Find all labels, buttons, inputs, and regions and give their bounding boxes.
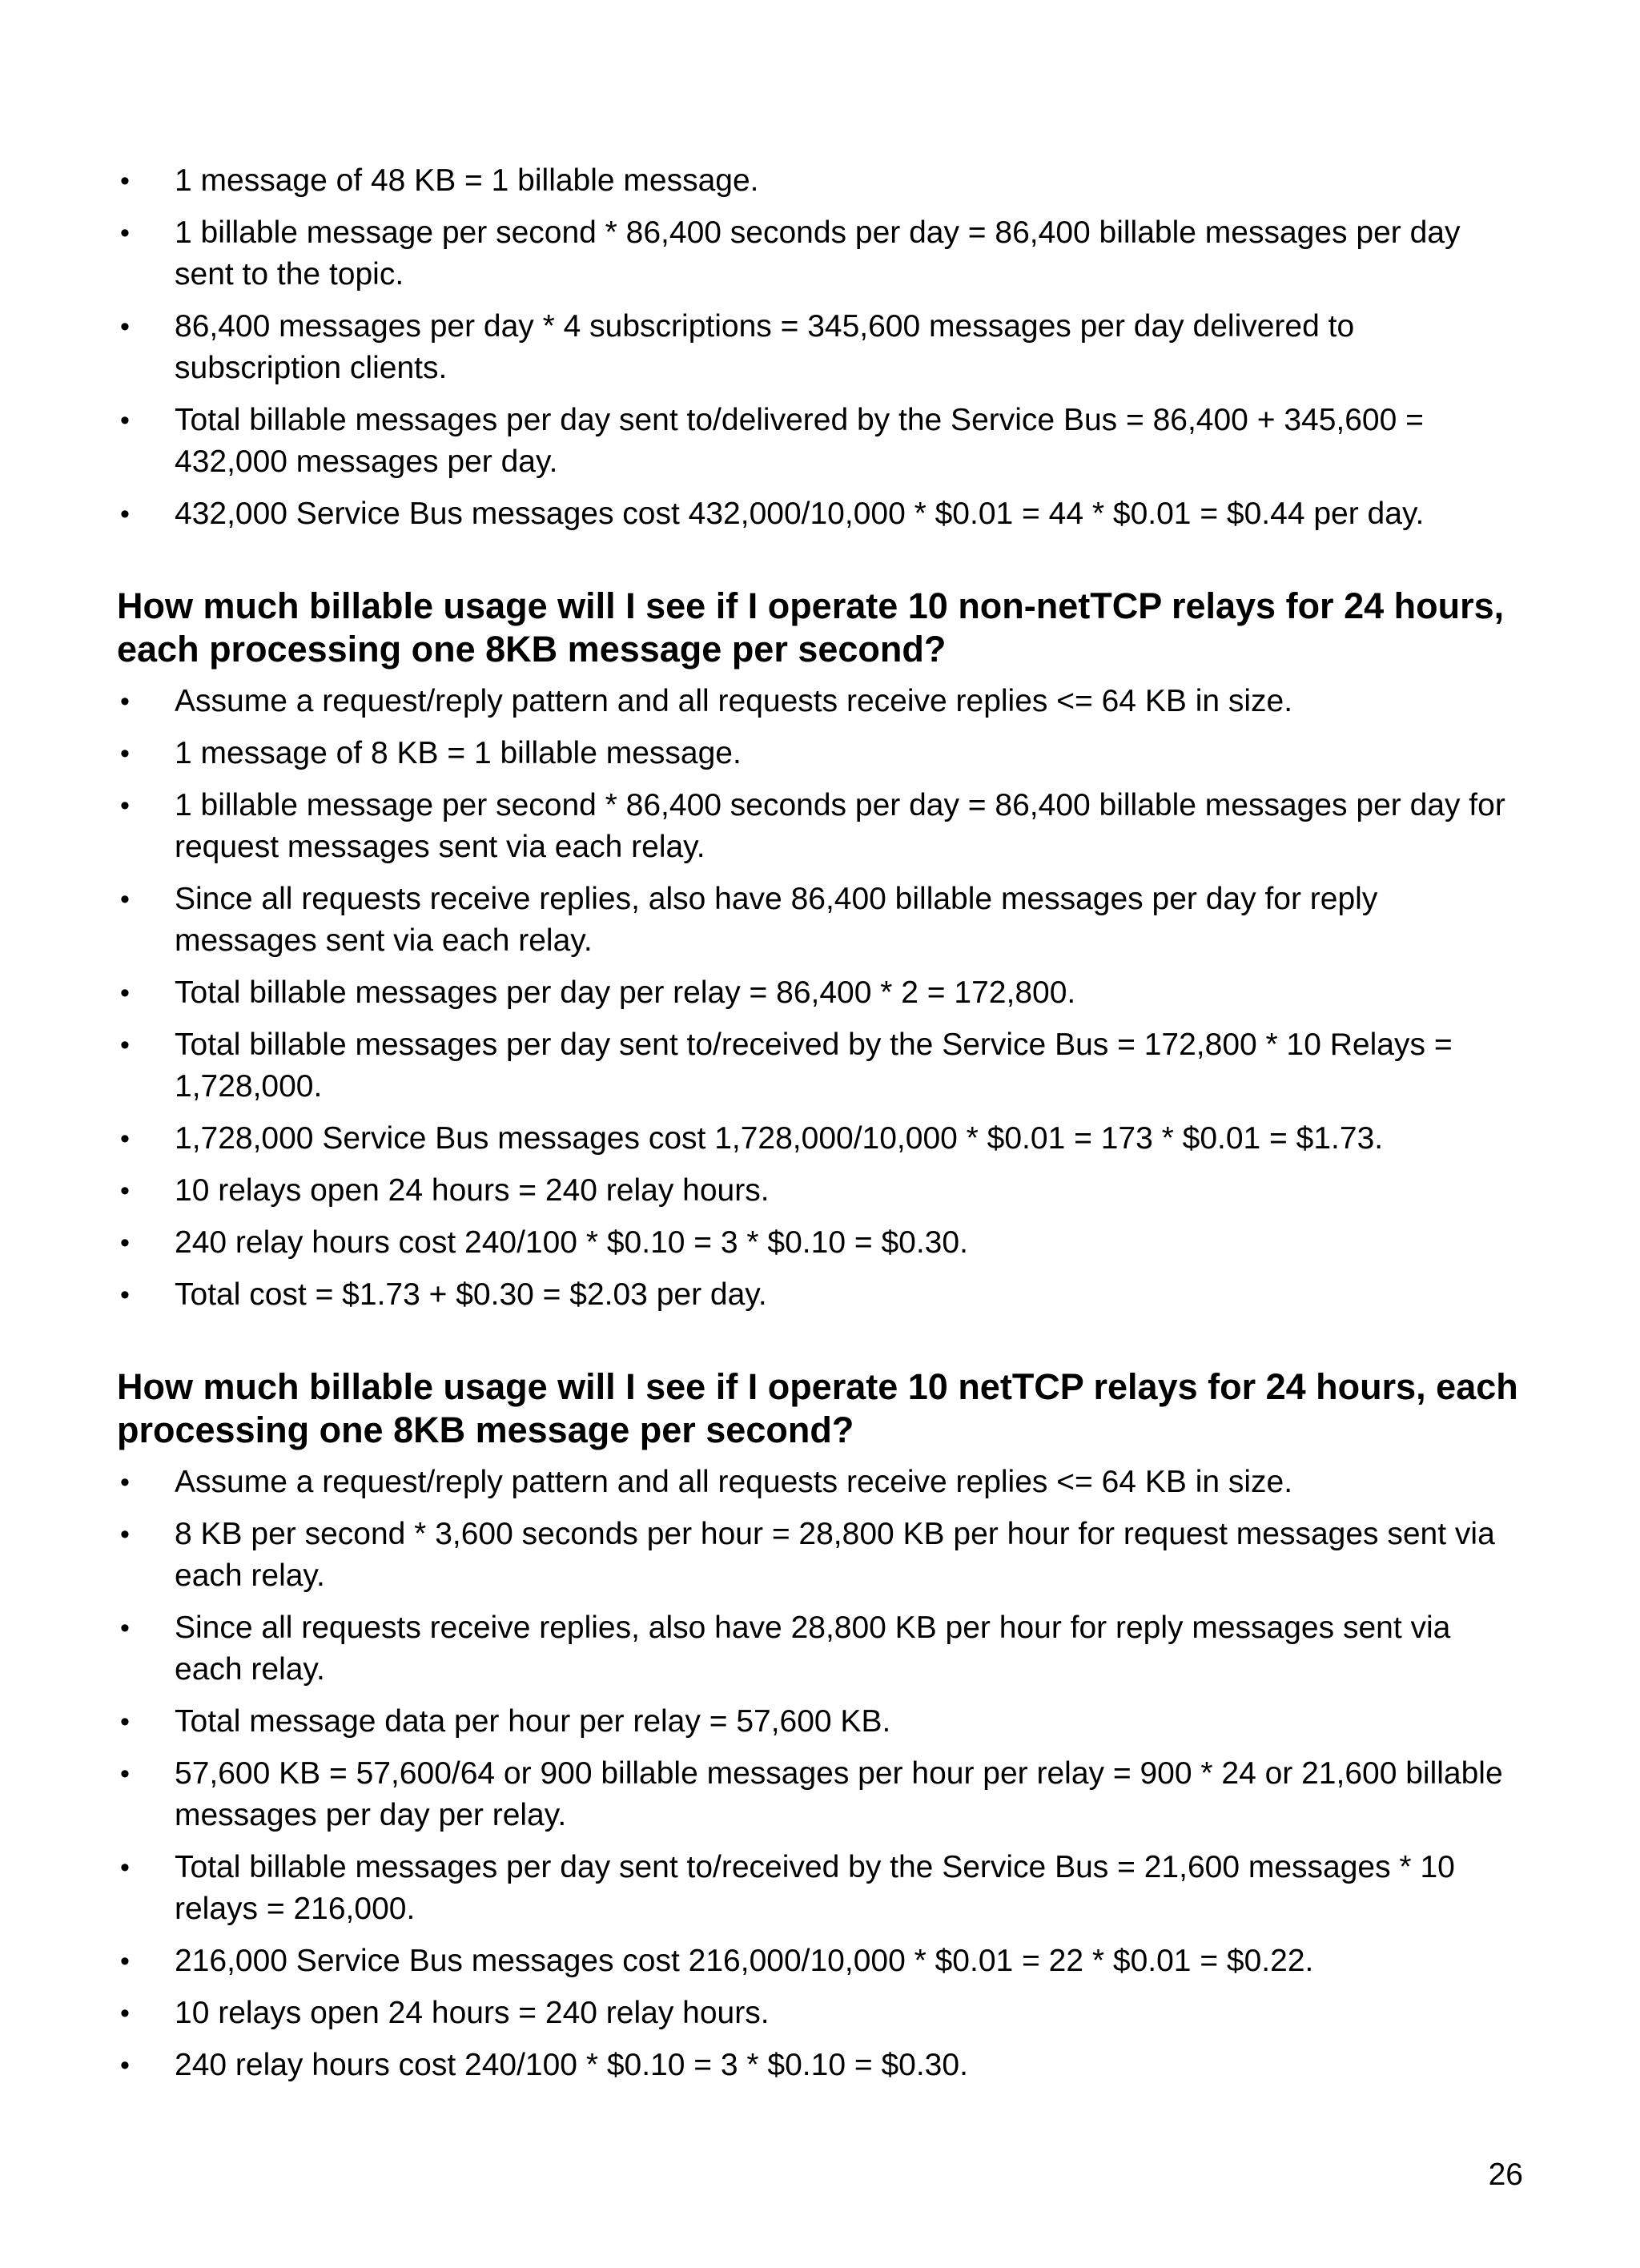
list-item xyxy=(117,400,1526,483)
list-item-text: 1 message of 48 KB = 1 billable message. xyxy=(175,163,759,198)
list-item xyxy=(117,972,1526,1014)
bullet-icon: • xyxy=(120,1519,130,1550)
bullet-icon: • xyxy=(120,499,130,529)
bullet-icon: • xyxy=(120,1467,130,1498)
list-item-text: 240 relay hours cost 240/100 * $0.10 = 3 * $0.10 = $0.30. xyxy=(175,2048,968,2082)
list-item-text: Assume a request/reply pattern and all requests receive replies <= 64 KB in size. xyxy=(175,684,1293,718)
list-item xyxy=(117,1514,1526,1597)
list-item-text: Total billable messages per day per relay = 86,400 * 2 = 172,800. xyxy=(175,975,1076,1010)
list-item-text: 1 billable message per second * 86,400 seconds per day = 86,400 billable messages per day sent to the topic. xyxy=(175,215,1461,292)
list-item-text: Total cost = $1.73 + $0.30 = $2.03 per day. xyxy=(175,1277,767,1312)
bullet-icon: • xyxy=(120,1176,130,1206)
list-item xyxy=(117,1607,1526,1691)
bullet-icon: • xyxy=(120,218,130,248)
bullet-icon: • xyxy=(120,978,130,1008)
bullet-icon: • xyxy=(120,2050,130,2081)
bullet-icon: • xyxy=(120,1707,130,1737)
list-item xyxy=(117,681,1526,722)
list-item xyxy=(117,1753,1526,1836)
list-item-text: Since all requests receive replies, also have 28,800 KB per hour for reply messages sent via each relay. xyxy=(175,1611,1451,1687)
list-item xyxy=(117,2045,1526,2086)
page-content xyxy=(117,160,1526,2097)
list-item-text: 8 KB per second * 3,600 seconds per hour = 28,800 KB per hour for request messages sent via each relay. xyxy=(175,1517,1495,1593)
list-item-text: Total billable messages per day sent to/received by the Service Bus = 172,800 * 10 Relays = 1,728,000. xyxy=(175,1027,1453,1104)
section-heading-non-nettcp: How much billable usage will I see if I operate 10 non-netTCP relays for 24 hours, each processing one 8KB message per second? xyxy=(117,585,1505,670)
bullet-icon: • xyxy=(120,1124,130,1154)
list-item-text: 1 billable message per second * 86,400 seconds per day = 86,400 billable messages per day for request messages sent via each relay. xyxy=(175,788,1505,864)
section-heading-nettcp: How much billable usage will I see if I operate 10 netTCP relays for 24 hours, each processing one 8KB message per second? xyxy=(117,1366,1518,1450)
list-item-text: 240 relay hours cost 240/100 * $0.10 = 3 * $0.10 = $0.30. xyxy=(175,1225,968,1260)
list-item xyxy=(117,1170,1526,1212)
list-item-text: Total message data per hour per relay = 57,600 KB. xyxy=(175,1704,891,1739)
list-item xyxy=(117,1462,1526,1503)
list-item xyxy=(117,1222,1526,1264)
bullet-icon: • xyxy=(120,790,130,821)
list-item xyxy=(117,785,1526,868)
list-item-text: Assume a request/reply pattern and all requests receive replies <= 64 KB in size. xyxy=(175,1465,1293,1499)
bullet-icon: • xyxy=(120,884,130,915)
bullet-icon: • xyxy=(120,166,130,196)
list-item-text: 1,728,000 Service Bus messages cost 1,728,000/10,000 * $0.01 = 173 * $0.01 = $1.73. xyxy=(175,1121,1384,1156)
list-item-text: Total billable messages per day sent to/delivered by the Service Bus = 86,400 + 345,600 = 432,000 messages per day. xyxy=(175,403,1424,479)
list-item-text: 57,600 KB = 57,600/64 or 900 billable messages per hour per relay = 900 * 24 or 21,600 billable messages per day per relay. xyxy=(175,1756,1503,1832)
list-item xyxy=(117,493,1526,535)
list-item-text: 86,400 messages per day * 4 subscriptions = 345,600 messages per day delivered to subscription clients. xyxy=(175,309,1355,385)
page-number: 26 xyxy=(1488,2157,1523,2192)
list-item xyxy=(117,1024,1526,1108)
bullet-icon: • xyxy=(120,1280,130,1310)
list-item xyxy=(117,879,1526,962)
list-item-text: Total billable messages per day sent to/received by the Service Bus = 21,600 messages * 10 relays = 216,000. xyxy=(175,1850,1455,1926)
bullet-icon: • xyxy=(120,1613,130,1643)
bullet-list-section1 xyxy=(117,160,1526,535)
list-item-text: 432,000 Service Bus messages cost 432,000/10,000 * $0.01 = 44 * $0.01 = $0.44 per day. xyxy=(175,497,1425,531)
bullet-icon: • xyxy=(120,1998,130,2029)
bullet-icon: • xyxy=(120,1852,130,1883)
list-item xyxy=(117,1847,1526,1930)
bullet-list-section2 xyxy=(117,681,1526,1316)
list-item xyxy=(117,1274,1526,1316)
list-item xyxy=(117,212,1526,296)
bullet-icon: • xyxy=(120,312,130,342)
list-item-text: 216,000 Service Bus messages cost 216,000/10,000 * $0.01 = 22 * $0.01 = $0.22. xyxy=(175,1944,1314,1978)
bullet-list-section3 xyxy=(117,1462,1526,2086)
list-item xyxy=(117,1993,1526,2034)
list-item xyxy=(117,306,1526,389)
bullet-icon: • xyxy=(120,686,130,717)
bullet-icon: • xyxy=(120,1946,130,1976)
list-item xyxy=(117,160,1526,202)
list-item-text: 10 relays open 24 hours = 240 relay hours. xyxy=(175,1996,770,2030)
bullet-icon: • xyxy=(120,1030,130,1060)
list-item-text: 1 message of 8 KB = 1 billable message. xyxy=(175,736,742,770)
list-item-text: 10 relays open 24 hours = 240 relay hours. xyxy=(175,1173,770,1208)
list-item-text: Since all requests receive replies, also have 86,400 billable messages per day for reply messages sent via each relay. xyxy=(175,882,1378,958)
list-item xyxy=(117,1701,1526,1743)
bullet-icon: • xyxy=(120,1228,130,1258)
list-item xyxy=(117,1940,1526,1982)
bullet-icon: • xyxy=(120,405,130,436)
list-item xyxy=(117,1118,1526,1160)
bullet-icon: • xyxy=(120,738,130,769)
bullet-icon: • xyxy=(120,1759,130,1789)
list-item xyxy=(117,733,1526,774)
